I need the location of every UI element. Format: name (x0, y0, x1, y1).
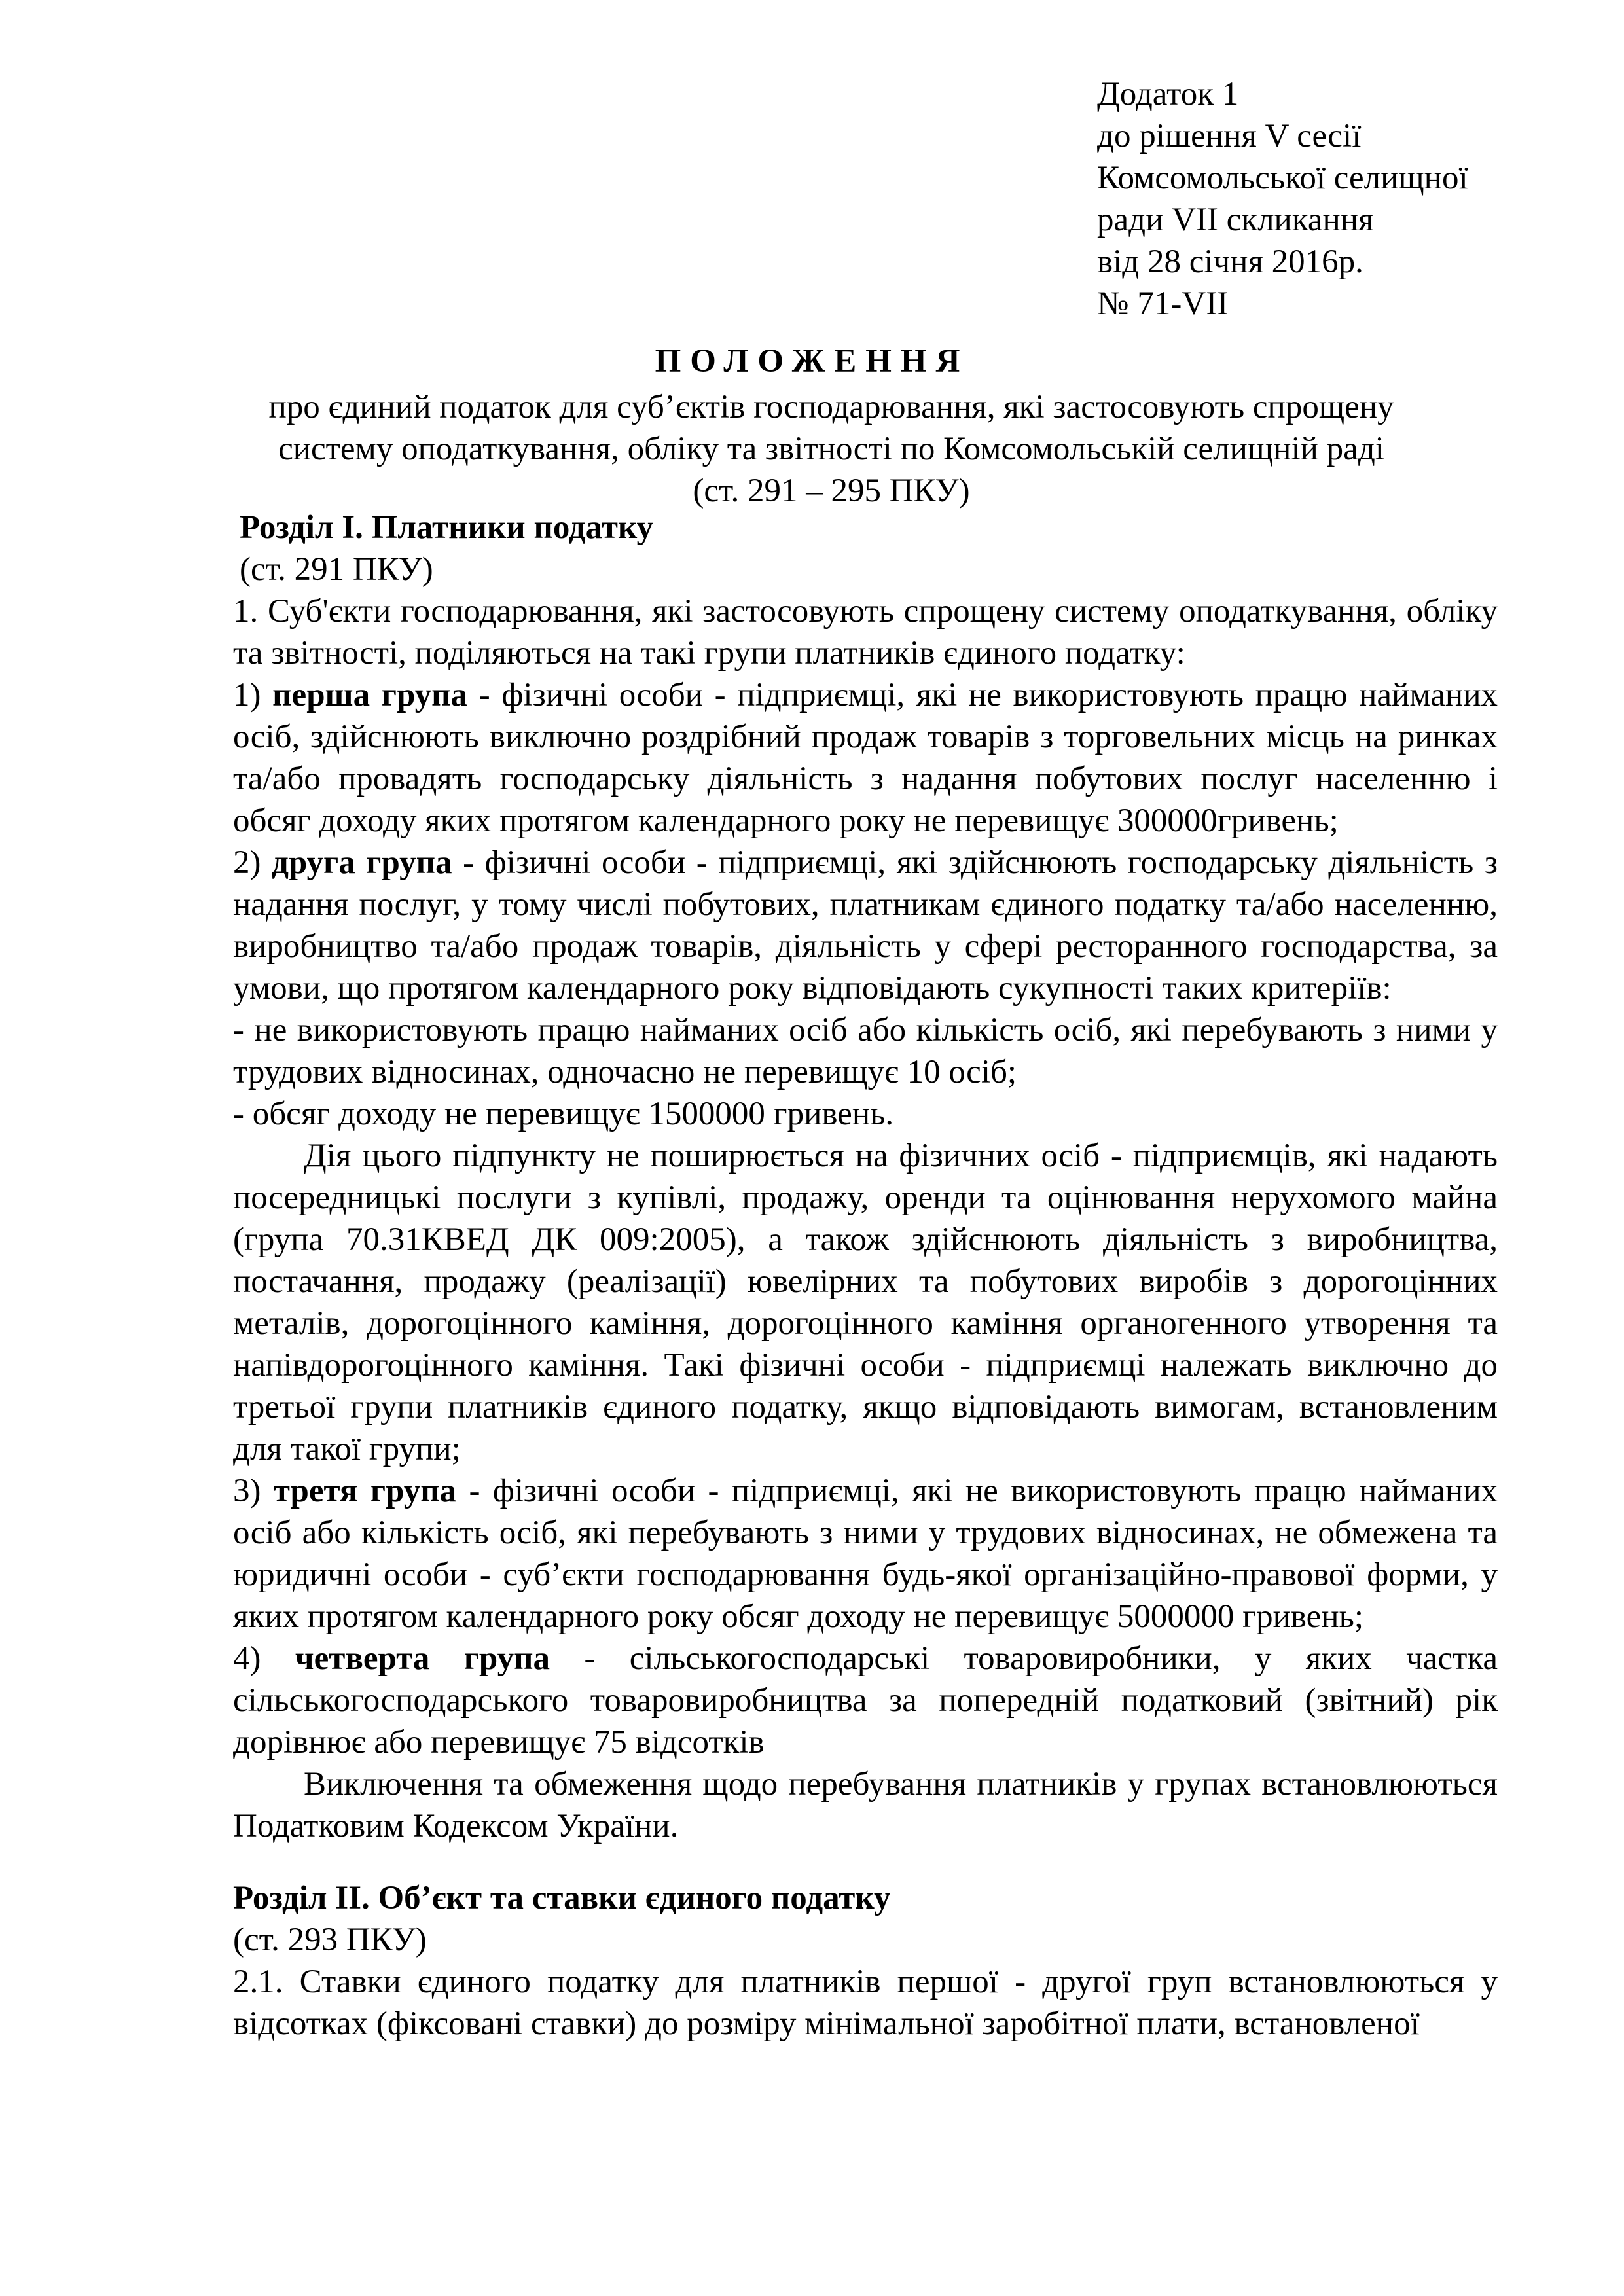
group-2-criterion-2: - обсяг доходу не перевищує 1500000 гривень. (233, 1096, 894, 1132)
group-1-number: 1) (233, 677, 273, 713)
group-3-number: 3) (233, 1473, 274, 1509)
exclusions-paragraph: Виключення та обмеження щодо перебування платників у групах встановлюються Податковим Кодексом України. (233, 1766, 1498, 1844)
group-1-name: перша група (272, 677, 468, 713)
document-subtitle (196, 386, 1466, 512)
addendum-block (1097, 73, 1595, 325)
group-4-text: - сільськогосподарські товаровиробники, у яких частка сільськогосподарського товаровиробництва за попередній податковий (звітний) рік дорівнює або перевищує 75 відсотків (233, 1640, 1498, 1761)
group-4-number: 4) (233, 1640, 295, 1677)
document-title: ПОЛОЖЕННЯ (655, 343, 969, 380)
section-spacer (233, 1847, 1498, 1877)
section-2-paragraph-2-1: 2.1. Ставки єдиного податку для платників першої - другої груп встановлюються у відсотках (фіксовані ставки) до розміру мінімальної заробітної плати, встановленої (233, 1964, 1498, 2042)
group-3-paragraph (233, 1470, 1498, 1638)
group-2-exception: Дія цього підпункту не поширюється на фізичних осіб - підприємців, які надають посередницькі послуги з купівлі, продажу, оренди та оцінювання нерухомого майна (група 70.31КВЕД ДК 009:2005), а також здійснюють діяльність з виробництва, постачання, продажу (реалізації) ювелірних та побутових виробів з дорогоцінних металів, дорогоцінного каміння, дорогоцінного каміння органогенного утворення та напівдорогоцінного каміння. Такі фізичні особи - підприємці належать виключно до третьої групи платників єдиного податку, якщо відповідають вимогам, встановленим для такої групи; (233, 1138, 1498, 1467)
group-3-text: - фізичні особи - підприємці, які не використовують працю найманих осіб або кількість осіб, які перебувають з ними у трудових відносинах, не обмежена та юридичні особи - суб’єкти господарювання будь-якої організаційно-правової форми, у яких протягом календарного року обсяг доходу не перевищує 5000000 гривень; (233, 1473, 1498, 1635)
addendum-line: від 28 січня 2016р. (1097, 243, 1363, 280)
group-3-name: третя група (273, 1473, 457, 1509)
addendum-line: № 71-VII (1097, 285, 1229, 322)
group-2-criterion-1: - не використовують працю найманих осіб або кількість осіб, які перебувають з ними у трудових відносинах, одночасно не перевищує 10 осіб; (233, 1012, 1498, 1090)
document-body (233, 507, 1498, 2045)
addendum-line: ради VII скликання (1097, 202, 1374, 238)
group-2-number: 2) (233, 844, 272, 881)
section-1-heading: Розділ І. Платники податку (240, 509, 654, 546)
addendum-line: Комсомольської селищної (1097, 160, 1468, 196)
section-2-reference: (ст. 293 ПКУ) (233, 1922, 427, 1958)
subtitle-line: про єдиний податок для суб’єктів господарювання, які застосовують спрощену (268, 389, 1394, 425)
subtitle-line: (ст. 291 – 295 ПКУ) (693, 473, 970, 509)
group-2-text: - фізичні особи - підприємці, які здійснюють господарську діяльність з надання послуг, у тому числі побутових, платникам єдиного податку та/або населенню, виробництво та/або продаж товарів, діяльність у сфері ресторанного господарства, за умови, що протягом календарного року відповідають сукупності таких критеріїв: (233, 844, 1498, 1007)
section-1-intro: 1. Суб'єкти господарювання, які застосовують спрощену систему оподаткування, обліку та звітності, поділяються на такі групи платників єдиного податку: (233, 593, 1498, 672)
group-2-paragraph (233, 842, 1498, 1009)
addendum-line: Додаток 1 (1097, 76, 1239, 113)
addendum-line: до рішення V сесії (1097, 118, 1362, 154)
group-1-paragraph (233, 674, 1498, 842)
group-4-paragraph (233, 1638, 1498, 1763)
subtitle-line: систему оподаткування, обліку та звітності по Комсомольській селищній раді (278, 431, 1384, 467)
group-2-name: друга група (272, 844, 452, 881)
section-1-reference: (ст. 291 ПКУ) (240, 551, 433, 588)
group-4-name: четверта група (295, 1640, 550, 1677)
group-1-text: - фізичні особи - підприємці, які не використовують працю найманих осіб, здійснюють виключно роздрібний продаж товарів з торговельних місць на ринках та/або провадять господарську діяльність з надання побутових послуг населенню і обсяг доходу яких протягом календарного року не перевищує 300000гривень; (233, 677, 1498, 839)
section-2-heading: Розділ ІІ. Об’єкт та ставки єдиного податку (233, 1880, 891, 1916)
